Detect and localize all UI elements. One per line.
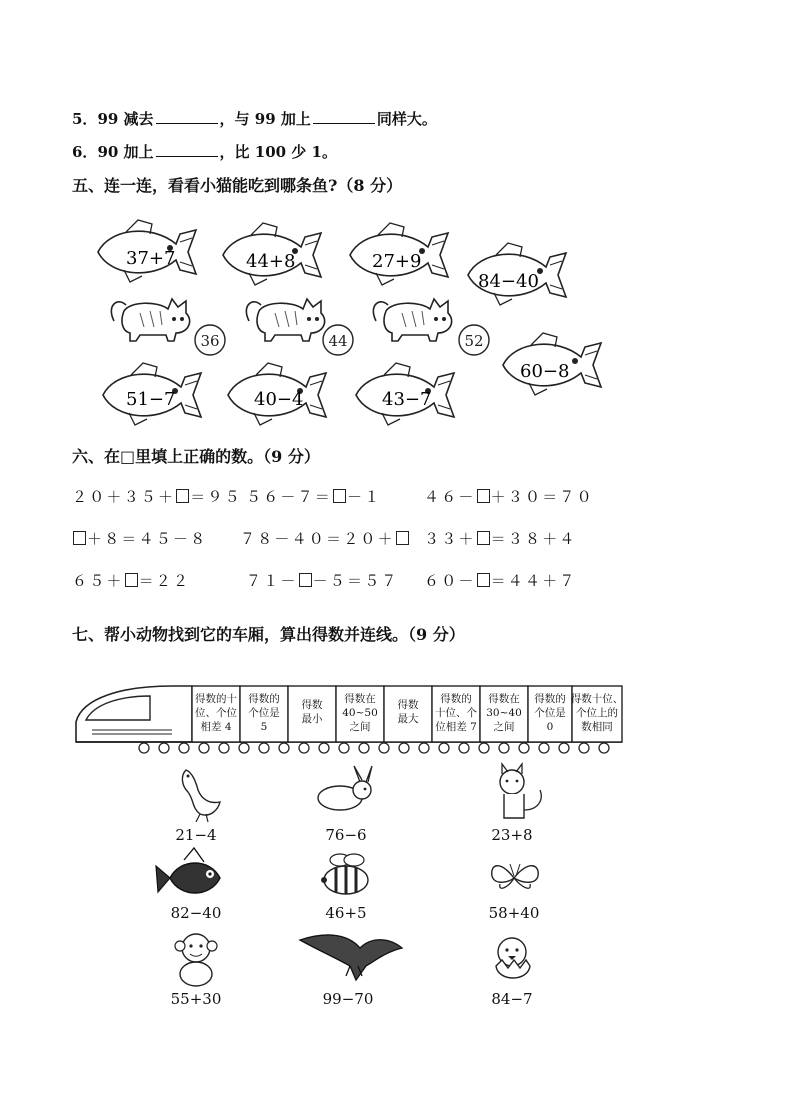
eq-2-3-left: ３３＋ — [424, 530, 476, 548]
fish-bottom-2-label: 40−4 — [254, 389, 304, 410]
eq-1-2-right: －１ — [347, 488, 382, 506]
carriage-1-line-1: 得数的十 — [195, 693, 237, 705]
carriage-5[interactable] — [384, 686, 432, 742]
q5-blank-1[interactable] — [156, 109, 218, 124]
carriage-6[interactable] — [432, 686, 480, 742]
answer-box[interactable] — [396, 531, 409, 545]
chick-expr: 84−7 — [491, 990, 533, 1008]
answer-box[interactable] — [477, 489, 490, 503]
answer-box[interactable] — [73, 531, 86, 545]
carriage-5-line-1: 得数 — [397, 699, 419, 711]
cat-3[interactable] — [373, 299, 451, 341]
eq-3-1-right: ＝２２ — [138, 572, 191, 590]
carriage-7-line-1: 得数在 — [488, 693, 520, 705]
q5-text-b: ，与 99 加上 — [219, 110, 311, 128]
animals-grid — [140, 760, 580, 1020]
fish-expr: 82−40 — [170, 904, 222, 922]
carriage-4-line-2: 40~50 — [342, 707, 378, 719]
eq-2-3-right: ＝３８＋４ — [490, 530, 577, 548]
fish-top-3-label: 27+9 — [372, 251, 422, 272]
answer-box[interactable] — [477, 573, 490, 587]
carriage-6-line-2: 十位、个 — [435, 707, 477, 719]
eq-3-1-left: ６５＋ — [72, 572, 124, 590]
eq-1-2-left: ５６－７＝ — [246, 488, 333, 506]
carriage-1-line-2: 位、个位 — [195, 707, 237, 719]
carriage-2-line-2: 个位是 — [248, 707, 280, 719]
train-engine — [76, 686, 192, 742]
eq-1-2 — [246, 486, 381, 507]
cat-2[interactable] — [246, 299, 324, 341]
number-1-label: 36 — [200, 332, 220, 350]
answer-box[interactable] — [176, 489, 189, 503]
carriage-7-line-3: 之间 — [493, 721, 515, 733]
q5-number: 5． — [72, 110, 98, 128]
carriage-6-line-3: 位相差 7 — [435, 721, 477, 733]
train-illustration — [72, 678, 632, 758]
fish-cat-illustration — [90, 215, 610, 430]
eq-1-3 — [424, 486, 594, 507]
bee-expr: 46+5 — [325, 904, 367, 922]
carriage-6-line-1: 得数的 — [440, 693, 472, 705]
carriage-7-line-2: 30~40 — [486, 707, 522, 719]
carriage-4-line-3: 之间 — [349, 721, 371, 733]
q6-blank[interactable] — [156, 142, 218, 157]
eq-1-1-left: ２０＋３５＋ — [72, 488, 176, 506]
goose-expr: 21−4 — [175, 826, 217, 844]
bee-icon[interactable] — [321, 854, 368, 894]
monkey-icon[interactable] — [175, 934, 217, 986]
q5-text-a: 99 减去 — [97, 110, 154, 128]
number-circle-3[interactable] — [459, 325, 489, 355]
section-5-title: 五、连一连，看看小猫能吃到哪条鱼?（8 分） — [72, 176, 403, 195]
answer-box[interactable] — [333, 489, 346, 503]
carriage-8-line-3: 0 — [546, 721, 554, 733]
fish-bottom-4-label: 60−8 — [520, 361, 570, 382]
answer-box[interactable] — [299, 573, 312, 587]
carriage-7[interactable] — [480, 686, 528, 742]
q5-text-c: 同样大。 — [376, 110, 437, 128]
carriage-9-line-3: 数相同 — [581, 721, 613, 733]
carriage-3[interactable] — [288, 686, 336, 742]
number-2-label: 44 — [328, 332, 348, 350]
number-circle-1[interactable] — [195, 325, 225, 355]
question-5 — [72, 108, 437, 129]
eq-2-2-left: ７８－４０＝２０＋ — [240, 530, 395, 548]
eq-1-3-right: ＋３０＝７０ — [490, 488, 594, 506]
eagle-icon[interactable] — [300, 935, 402, 980]
goose-icon[interactable] — [182, 770, 220, 822]
eq-3-2-left: ７１－ — [246, 572, 298, 590]
carriage-3-line-2: 最小 — [301, 713, 323, 725]
cat-1[interactable] — [111, 299, 189, 341]
fish-top-4-label: 84−40 — [478, 271, 539, 292]
number-circle-2[interactable] — [323, 325, 353, 355]
eq-3-3-right: ＝４４＋７ — [490, 572, 577, 590]
eq-2-2 — [240, 528, 410, 549]
carriage-9-line-1: 得数十位、 — [570, 693, 624, 705]
carriage-8[interactable] — [528, 686, 572, 742]
rabbit-expr: 76−6 — [325, 826, 367, 844]
eq-1-3-left: ４６－ — [424, 488, 476, 506]
carriage-8-line-1: 得数的 — [534, 693, 566, 705]
number-3-label: 52 — [464, 332, 484, 350]
fish-icon[interactable] — [156, 848, 220, 893]
eq-3-3-left: ６０－ — [424, 572, 476, 590]
monkey-expr: 55+30 — [170, 990, 222, 1008]
fish-top-1-label: 37+7 — [126, 248, 176, 269]
cat-expr: 23+8 — [491, 826, 533, 844]
carriage-1[interactable] — [192, 686, 240, 742]
q6-text-b: ，比 100 少 1。 — [219, 143, 337, 161]
carriage-4[interactable] — [336, 686, 384, 742]
q5-blank-2[interactable] — [313, 109, 375, 124]
q6-text-a: 90 加上 — [97, 143, 154, 161]
fish-bottom-3-label: 43−7 — [382, 389, 432, 410]
rabbit-icon[interactable] — [318, 766, 372, 810]
eq-3-3 — [424, 570, 577, 591]
cat-icon[interactable] — [500, 764, 541, 818]
carriage-9[interactable] — [571, 686, 624, 742]
carriage-8-line-2: 个位是 — [534, 707, 566, 719]
carriage-4-line-1: 得数在 — [344, 693, 376, 705]
train-wheels — [139, 743, 609, 753]
carriage-2[interactable] — [240, 686, 288, 742]
eq-1-1 — [72, 486, 242, 507]
fish-bottom-1-label: 51−7 — [126, 389, 176, 410]
answer-box[interactable] — [477, 531, 490, 545]
eq-3-2 — [246, 570, 399, 591]
carriage-1-line-3: 相差 4 — [200, 721, 232, 733]
eq-3-1 — [72, 570, 190, 591]
butterfly-icon[interactable] — [492, 864, 538, 888]
carriage-5-line-2: 最大 — [397, 713, 419, 725]
fish-top-2-label: 44+8 — [246, 251, 296, 272]
eq-1-1-right: ＝９５ — [190, 488, 242, 506]
section-6-title: 六、在□里填上正确的数。（9 分） — [72, 447, 320, 466]
question-6 — [72, 141, 337, 162]
answer-box[interactable] — [125, 573, 138, 587]
eq-2-1-right: ＋８＝４５－８ — [87, 530, 208, 548]
chick-icon[interactable] — [496, 938, 530, 978]
eq-2-1 — [72, 528, 207, 549]
carriage-2-line-1: 得数的 — [248, 693, 280, 705]
eq-3-2-right: －５＝５７ — [312, 572, 399, 590]
butterfly-expr: 58+40 — [488, 904, 540, 922]
eagle-expr: 99−70 — [322, 990, 374, 1008]
q6-number: 6． — [72, 143, 98, 161]
carriage-3-line-1: 得数 — [301, 699, 323, 711]
eq-2-3 — [424, 528, 577, 549]
section-7-title: 七、帮小动物找到它的车厢，算出得数并连线。（9 分） — [72, 625, 465, 644]
carriage-9-line-2: 个位上的 — [576, 707, 618, 719]
carriage-2-line-3: 5 — [260, 721, 268, 733]
